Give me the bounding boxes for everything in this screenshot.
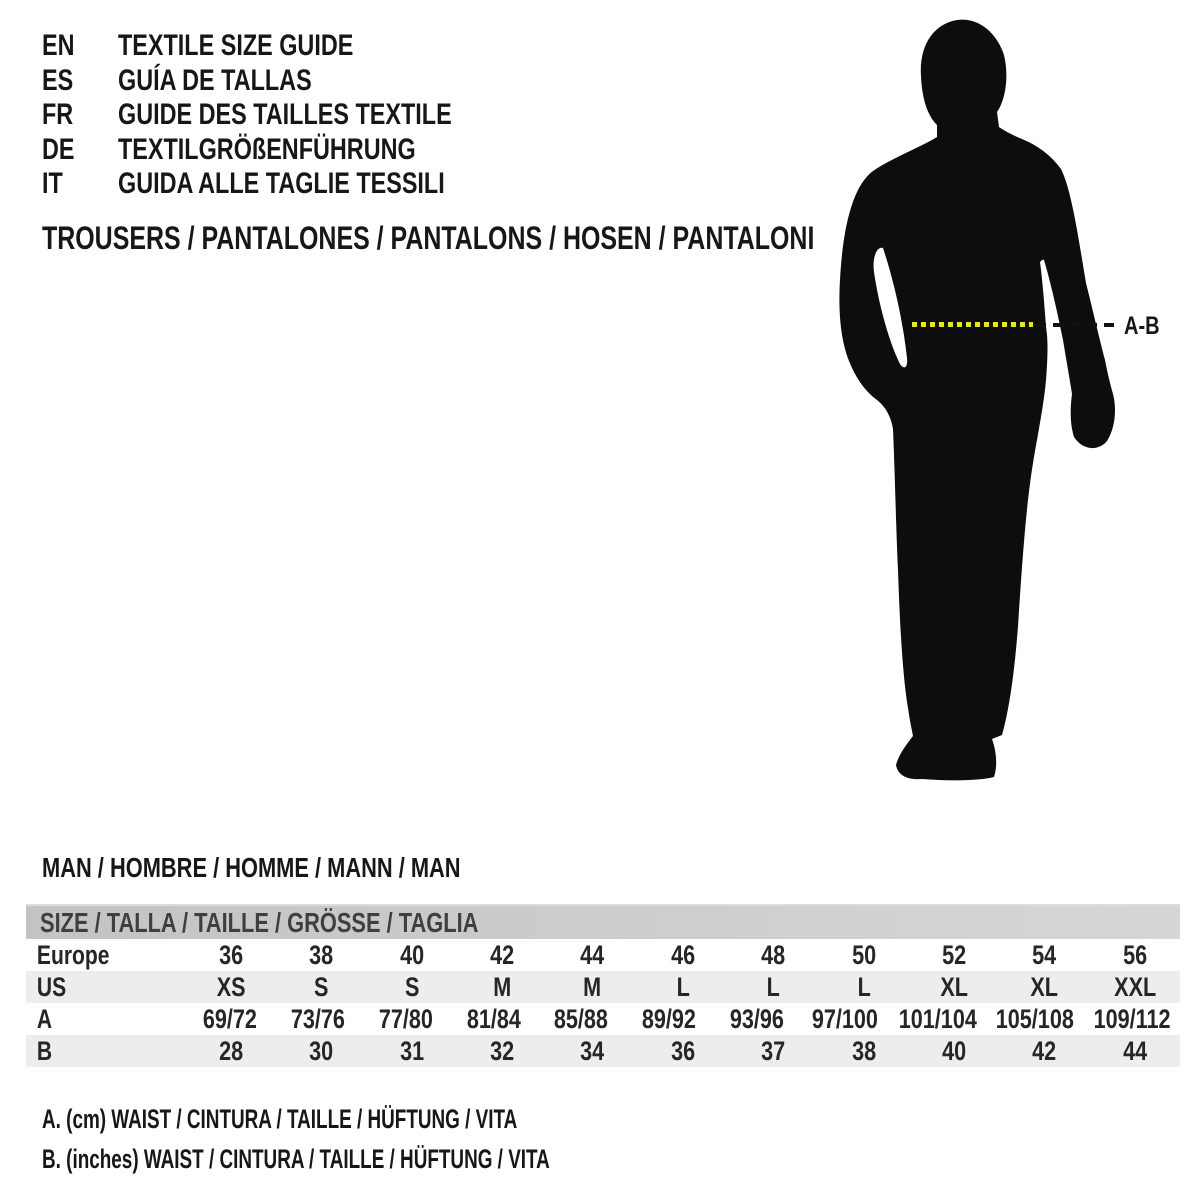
measure-footnotes — [42, 1100, 767, 1179]
table-cell: 81/84 — [466, 1003, 521, 1034]
table-cell: M — [583, 971, 602, 1002]
table-cell: 37 — [761, 1035, 786, 1066]
table-cell: 34 — [580, 1035, 605, 1066]
table-cell: 44 — [580, 939, 605, 970]
table-cell: S — [314, 971, 329, 1002]
table-cell: 46 — [670, 939, 696, 970]
table-row-a-cm — [26, 1003, 1180, 1035]
table-cell: 105/108 — [996, 1003, 1075, 1034]
table-cell: 40 — [942, 1035, 967, 1066]
table-cell: XL — [940, 971, 968, 1002]
table-cell: 36 — [219, 939, 244, 970]
row-label: US — [36, 971, 67, 1002]
waist-measure-dashed-line — [1036, 323, 1120, 327]
table-cell: 30 — [309, 1035, 334, 1066]
table-cell: 48 — [761, 939, 786, 970]
man-figure — [836, 8, 1128, 788]
measure-label: A-B — [1124, 312, 1160, 340]
lang-row-it — [42, 167, 546, 202]
title-en: TEXTILE SIZE GUIDE — [118, 29, 354, 63]
table-cell: L — [766, 971, 780, 1002]
table-cell: 42 — [490, 939, 515, 970]
table-row-us — [26, 971, 1180, 1003]
title-es: GUÍA DE TALLAS — [118, 63, 312, 97]
row-label: A — [36, 1003, 53, 1034]
table-cell: 56 — [1122, 939, 1147, 970]
lang-code-en: EN — [42, 29, 75, 63]
language-title-list — [42, 29, 546, 202]
table-cell: 31 — [399, 1035, 424, 1066]
table-cell: 97/100 — [811, 1003, 878, 1034]
lang-code-it: IT — [42, 167, 63, 201]
waist-measure-dotted-line — [912, 322, 1033, 327]
lang-code-es: ES — [42, 63, 74, 97]
table-cell: 36 — [670, 1035, 696, 1066]
table-cell: XS — [216, 971, 246, 1002]
table-cell: 38 — [851, 1035, 876, 1066]
table-cell: 50 — [851, 939, 876, 970]
man-silhouette — [836, 8, 1128, 788]
row-label: Europe — [36, 939, 110, 970]
table-cell: 69/72 — [202, 1003, 257, 1034]
table-cell: L — [676, 971, 690, 1002]
table-row-b-inches — [26, 1035, 1180, 1067]
table-cell: M — [493, 971, 512, 1002]
table-cell: 77/80 — [378, 1003, 433, 1034]
table-cell: 109/112 — [1093, 1003, 1171, 1034]
table-cell: 93/96 — [729, 1003, 784, 1034]
lang-code-de: DE — [42, 132, 75, 166]
table-cell: 52 — [942, 939, 967, 970]
table-cell: S — [404, 971, 420, 1002]
table-cell: L — [857, 971, 871, 1002]
lang-code-fr: FR — [42, 98, 74, 132]
table-cell: 89/92 — [642, 1003, 697, 1034]
table-cell: XXL — [1113, 971, 1156, 1002]
gender-section-heading: MAN / HOMBRE / HOMME / MANN / MAN — [42, 852, 461, 883]
table-cell: 85/88 — [554, 1003, 609, 1034]
title-fr: GUIDE DES TAILLES TEXTILE — [118, 98, 452, 132]
table-cell: 42 — [1032, 1035, 1057, 1066]
table-cell: 40 — [399, 939, 424, 970]
size-table — [26, 904, 1180, 1067]
lang-row-es — [42, 64, 546, 99]
row-label: B — [36, 1035, 53, 1066]
size-table-header — [26, 906, 1180, 939]
table-cell: 44 — [1122, 1035, 1147, 1066]
footnote-a: A. (cm) WAIST / CINTURA / TAILLE / HÜFTUNG / VITA — [42, 1104, 518, 1134]
table-cell: 28 — [219, 1035, 244, 1066]
table-cell: 32 — [490, 1035, 515, 1066]
table-cell: 101/104 — [898, 1003, 977, 1034]
lang-row-fr — [42, 98, 546, 133]
title-it: GUIDA ALLE TAGLIE TESSILI — [118, 167, 445, 201]
size-table-header-label: SIZE / TALLA / TAILLE / GRÖSSE / TAGLIA — [40, 906, 479, 938]
table-cell: 54 — [1032, 939, 1057, 970]
man-silhouette-path — [839, 20, 1115, 781]
footnote-b: B. (inches) WAIST / CINTURA / TAILLE / HÜFTUNG / VITA — [42, 1143, 550, 1174]
table-cell: 73/76 — [290, 1003, 345, 1034]
lang-row-en — [42, 29, 546, 64]
product-type-heading: TROUSERS / PANTALONES / PANTALONS / HOSEN / PANTALONI — [42, 220, 815, 256]
table-row-europe — [26, 939, 1180, 971]
table-cell: 38 — [309, 939, 334, 970]
title-de: TEXTILGRÖßENFÜHRUNG — [118, 132, 416, 166]
table-cell: XL — [1030, 971, 1059, 1002]
lang-row-de — [42, 133, 546, 168]
